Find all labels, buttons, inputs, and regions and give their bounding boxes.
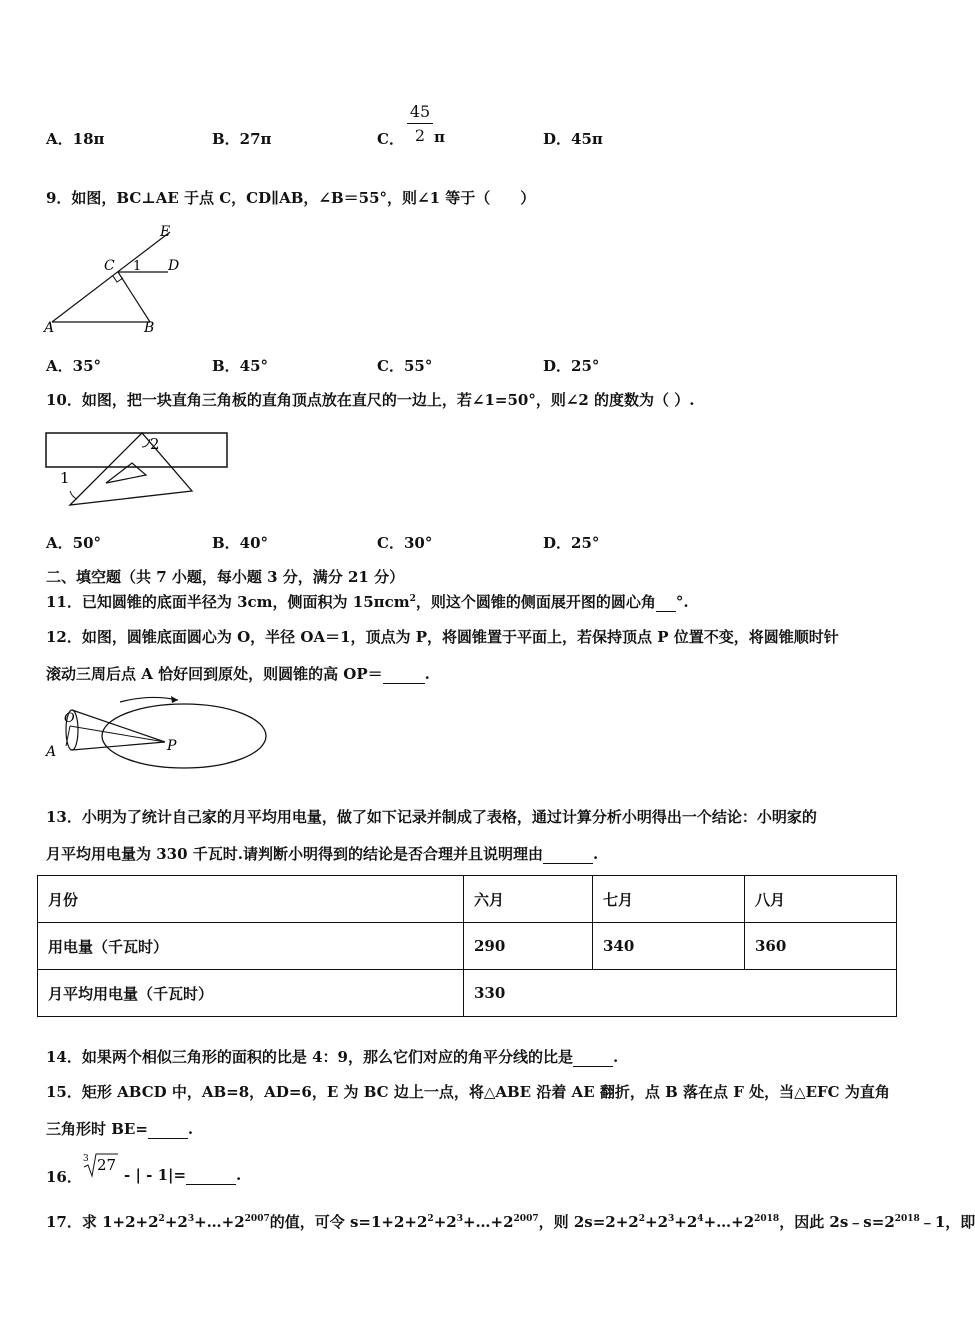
label-1: 1 <box>60 469 70 487</box>
q10-option-a: A．50° <box>46 534 102 552</box>
q16-blank <box>186 1166 236 1185</box>
table-header-cell: 七月 <box>593 876 745 923</box>
label-d: D <box>168 258 180 274</box>
q11-blank <box>656 593 676 612</box>
fraction-bar <box>407 123 433 124</box>
table-row <box>38 970 897 1017</box>
q14-text-main: 14．如果两个相似三角形的面积的比是 4：9，那么它们对应的角平分线的比是 <box>46 1048 573 1066</box>
table-cell: 340 <box>593 923 745 970</box>
q17-sup: 2018 <box>894 1214 920 1224</box>
q8-option-a: A．18π <box>46 130 105 148</box>
q17-part: +2 <box>164 1213 188 1231</box>
segment-op <box>70 726 165 742</box>
label-1: 1 <box>133 259 142 274</box>
q17-sup: 2 <box>638 1214 645 1224</box>
q11-part-c: °. <box>675 593 689 611</box>
electricity-table <box>37 875 897 1017</box>
label-c: C <box>104 258 115 274</box>
q15-line-2-text: 三角形时 BE= <box>46 1120 148 1138</box>
table-header-cell: 月份 <box>38 876 464 923</box>
q17-part: +2 <box>674 1213 698 1231</box>
triangle-outer <box>70 433 192 505</box>
q10-text: 10．如图，把一块直角三角板的直角顶点放在直尺的一边上，若∠1=50°，则∠2 的度数为（ ）. <box>46 391 695 409</box>
q10-figure <box>40 425 240 515</box>
q9-figure <box>40 222 200 337</box>
line-ae <box>52 232 170 322</box>
rotation-arrow <box>120 697 178 702</box>
table-header-cell: 六月 <box>464 876 593 923</box>
q17-part: +…+2 <box>194 1213 245 1231</box>
q9-option-d: D．25° <box>543 357 600 375</box>
fraction-denominator: 2 <box>414 126 426 145</box>
q9-option-b: B．45° <box>212 357 269 375</box>
q9-text: 9．如图，BC⊥AE 于点 C，CD∥AB，∠B＝55°，则∠1 等于（ ） <box>46 189 536 207</box>
q17-sup: 2 <box>158 1214 165 1224</box>
q8-option-c: C． <box>377 130 404 148</box>
q15-line-2 <box>46 1118 193 1139</box>
table-cell: 360 <box>745 923 897 970</box>
q17-sup: 4 <box>697 1214 704 1224</box>
q15-blank <box>148 1120 188 1139</box>
q14-text <box>46 1046 618 1067</box>
q17-part: ，则 2s=2+2 <box>538 1213 639 1231</box>
label-2: 2 <box>150 435 160 453</box>
q8-option-d: D．45π <box>543 130 603 148</box>
table-row <box>38 923 897 970</box>
label-a: A <box>46 744 57 760</box>
q17-part: +2 <box>645 1213 669 1231</box>
table-cell: 330 <box>464 970 897 1017</box>
q12-line-2-end: . <box>424 665 430 683</box>
rotation-arrowhead <box>171 696 178 703</box>
q17-sup: 2018 <box>754 1214 780 1224</box>
label-a: A <box>44 320 55 336</box>
q16-rest <box>124 1166 241 1185</box>
table-cell: 月平均用电量（千瓦时） <box>38 970 464 1017</box>
q12-line-1: 12．如图，圆锥底面圆心为 O，半径 OA＝1，顶点为 P，将圆锥置于平面上，若保持顶点 P 位置不变，将圆锥顺时针 <box>46 628 839 646</box>
q15-line-1: 15．矩形 ABCD 中，AB=8，AD=6，E 为 BC 边上一点，将△ABE 沿着 AE 翻折，点 B 落在点 F 处，当△EFC 为直角 <box>46 1083 890 1101</box>
q16-cube-root <box>80 1150 120 1180</box>
line-bc <box>118 272 150 322</box>
q17-text <box>46 1211 975 1232</box>
table-cell: 用电量（千瓦时） <box>38 923 464 970</box>
q17-part: 17．求 1+2+2 <box>46 1213 159 1231</box>
label-b: B <box>144 320 155 336</box>
q17-sup: 2 <box>427 1214 434 1224</box>
q16-number: 16． <box>46 1168 82 1186</box>
q12-blank <box>383 665 425 684</box>
q17-part: +…+2 <box>462 1213 514 1231</box>
radicand: 27 <box>97 1156 117 1174</box>
q17-sup: 2007 <box>244 1214 270 1224</box>
label-e: E <box>160 224 171 240</box>
q17-part: 的值，可令 s=1+2+2 <box>269 1213 428 1231</box>
q13-line-2 <box>46 843 598 864</box>
q13-line-1: 13．小明为了统计自己家的月平均用电量，做了如下记录并制成了表格，通过计算分析小明得出一个结论：小明家的 <box>46 808 817 826</box>
fraction-numerator: 45 <box>409 102 431 121</box>
q17-sup: 3 <box>456 1214 463 1224</box>
q14-end: . <box>612 1048 619 1066</box>
table-row <box>38 876 897 923</box>
q11-part-a: 11．已知圆锥的底面半径为 3cm，侧面积为 15πcm <box>46 593 410 611</box>
q13-blank <box>543 845 593 864</box>
q17-part: ，因此 2s﹣s=2 <box>779 1213 895 1231</box>
q8-option-c-pi: π <box>434 128 445 146</box>
q17-part: +2 <box>433 1213 457 1231</box>
q13-line-2-text: 月平均用电量为 330 千瓦时.请判断小明得到的结论是否合理并且说明理由 <box>46 845 543 863</box>
cone-edge-top <box>72 710 165 742</box>
q17-part: +…+2 <box>703 1213 755 1231</box>
section-heading: 二、填空题（共 7 小题，每小题 3 分，满分 21 分） <box>46 568 405 586</box>
table-header-cell: 八月 <box>745 876 897 923</box>
q9-option-c: C．55° <box>377 357 433 375</box>
q12-line-2-text: 滚动三周后点 A 恰好回到原处，则圆锥的高 OP＝ <box>46 665 383 683</box>
q11-text <box>46 591 689 612</box>
label-p: P <box>167 738 177 754</box>
cone-edge-bottom <box>72 742 165 750</box>
q17-sup: 2007 <box>513 1214 539 1224</box>
label-o: O <box>64 711 75 726</box>
q8-option-c-fraction <box>407 102 433 145</box>
q16-rest-text: - | - 1|= <box>124 1166 187 1184</box>
q10-option-c: C．30° <box>377 534 433 552</box>
q14-blank <box>573 1048 613 1067</box>
q8-option-b: B．27π <box>212 130 272 148</box>
q10-option-b: B．40° <box>212 534 269 552</box>
q11-part-b: ，则这个圆锥的侧面展开图的圆心角 <box>415 593 656 611</box>
q17-sup: 3 <box>668 1214 675 1224</box>
q15-line-2-end: . <box>187 1120 194 1138</box>
q10-option-d: D．25° <box>543 534 600 552</box>
q13-line-2-end: . <box>592 845 599 863</box>
triangle-inner <box>106 463 146 483</box>
table-cell: 290 <box>464 923 593 970</box>
root-index: 3 <box>83 1154 89 1164</box>
q11-sup: 2 <box>409 594 416 604</box>
q12-figure <box>40 690 272 780</box>
q16-end: . <box>236 1166 242 1184</box>
q17-sup: 3 <box>187 1214 195 1224</box>
q17-part: ﹣1，即 <box>919 1213 975 1231</box>
q12-line-2 <box>46 663 430 684</box>
angle-1-arc <box>70 491 77 499</box>
q9-option-a: A．35° <box>46 357 102 375</box>
